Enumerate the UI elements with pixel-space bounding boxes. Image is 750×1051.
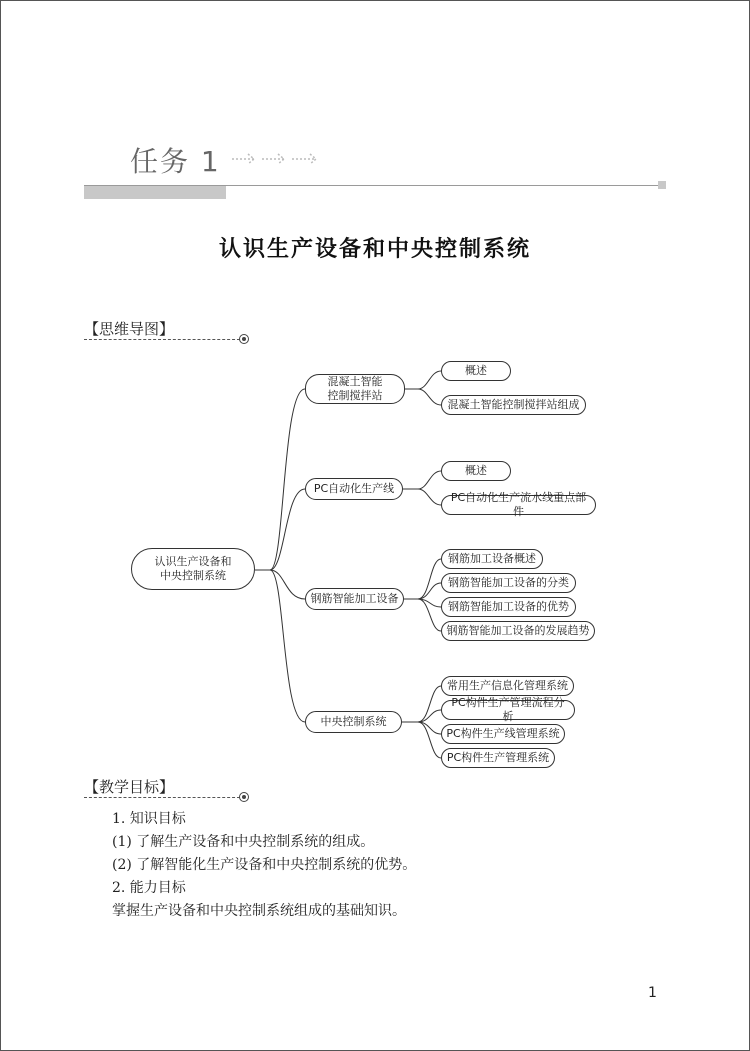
knowledge-item: (2) 了解智能化生产设备和中央控制系统的优势。 xyxy=(112,857,417,873)
section-label-mindmap: 【思维导图】 xyxy=(84,320,175,338)
mindmap-leaf-node: 概述 xyxy=(441,461,511,481)
section-label-objectives: 【教学目标】 xyxy=(84,778,175,796)
mindmap-leaf-node: 钢筋智能加工设备的发展趋势 xyxy=(441,621,595,641)
ability-text: 掌握生产设备和中央控制系统组成的基础知识。 xyxy=(112,903,406,919)
mindmap-leaf-node: 常用生产信息化管理系统 xyxy=(441,676,574,696)
mindmap-leaf-node: PC构件生产线管理系统 xyxy=(441,724,565,744)
knowledge-item: (1) 了解生产设备和中央控制系统的组成。 xyxy=(112,834,375,850)
mindmap-root-node: 认识生产设备和 中央控制系统 xyxy=(131,548,255,590)
task-label: 任务 1 xyxy=(130,145,221,178)
target-dot-icon xyxy=(239,792,249,802)
mindmap-leaf-node: PC构件生产管理流程分析 xyxy=(441,700,575,720)
page-number: 1 xyxy=(648,985,657,1001)
mindmap-leaf-node: 钢筋加工设备概述 xyxy=(441,549,543,569)
mindmap-leaf-node: 钢筋智能加工设备的分类 xyxy=(441,573,576,593)
mindmap-branch-node: PC自动化生产线 xyxy=(305,478,403,500)
mindmap-leaf-node: 钢筋智能加工设备的优势 xyxy=(441,597,576,617)
knowledge-heading: 1. 知识目标 xyxy=(112,811,186,827)
mindmap-branch-node: 中央控制系统 xyxy=(305,711,402,733)
mindmap-leaf-node: 概述 xyxy=(441,361,511,381)
mindmap-branch-node: 混凝土智能 控制搅拌站 xyxy=(305,374,405,404)
mindmap-leaf-node: PC自动化生产流水线重点部件 xyxy=(441,495,596,515)
mindmap-branch-node: 钢筋智能加工设备 xyxy=(305,588,404,610)
mindmap-leaf-node: PC构件生产管理系统 xyxy=(441,748,555,768)
section-divider-objectives xyxy=(84,797,240,798)
ability-heading: 2. 能力目标 xyxy=(112,880,186,896)
page-title: 认识生产设备和中央控制系统 xyxy=(218,237,531,262)
mindmap-leaf-node: 混凝土智能控制搅拌站组成 xyxy=(441,395,586,415)
